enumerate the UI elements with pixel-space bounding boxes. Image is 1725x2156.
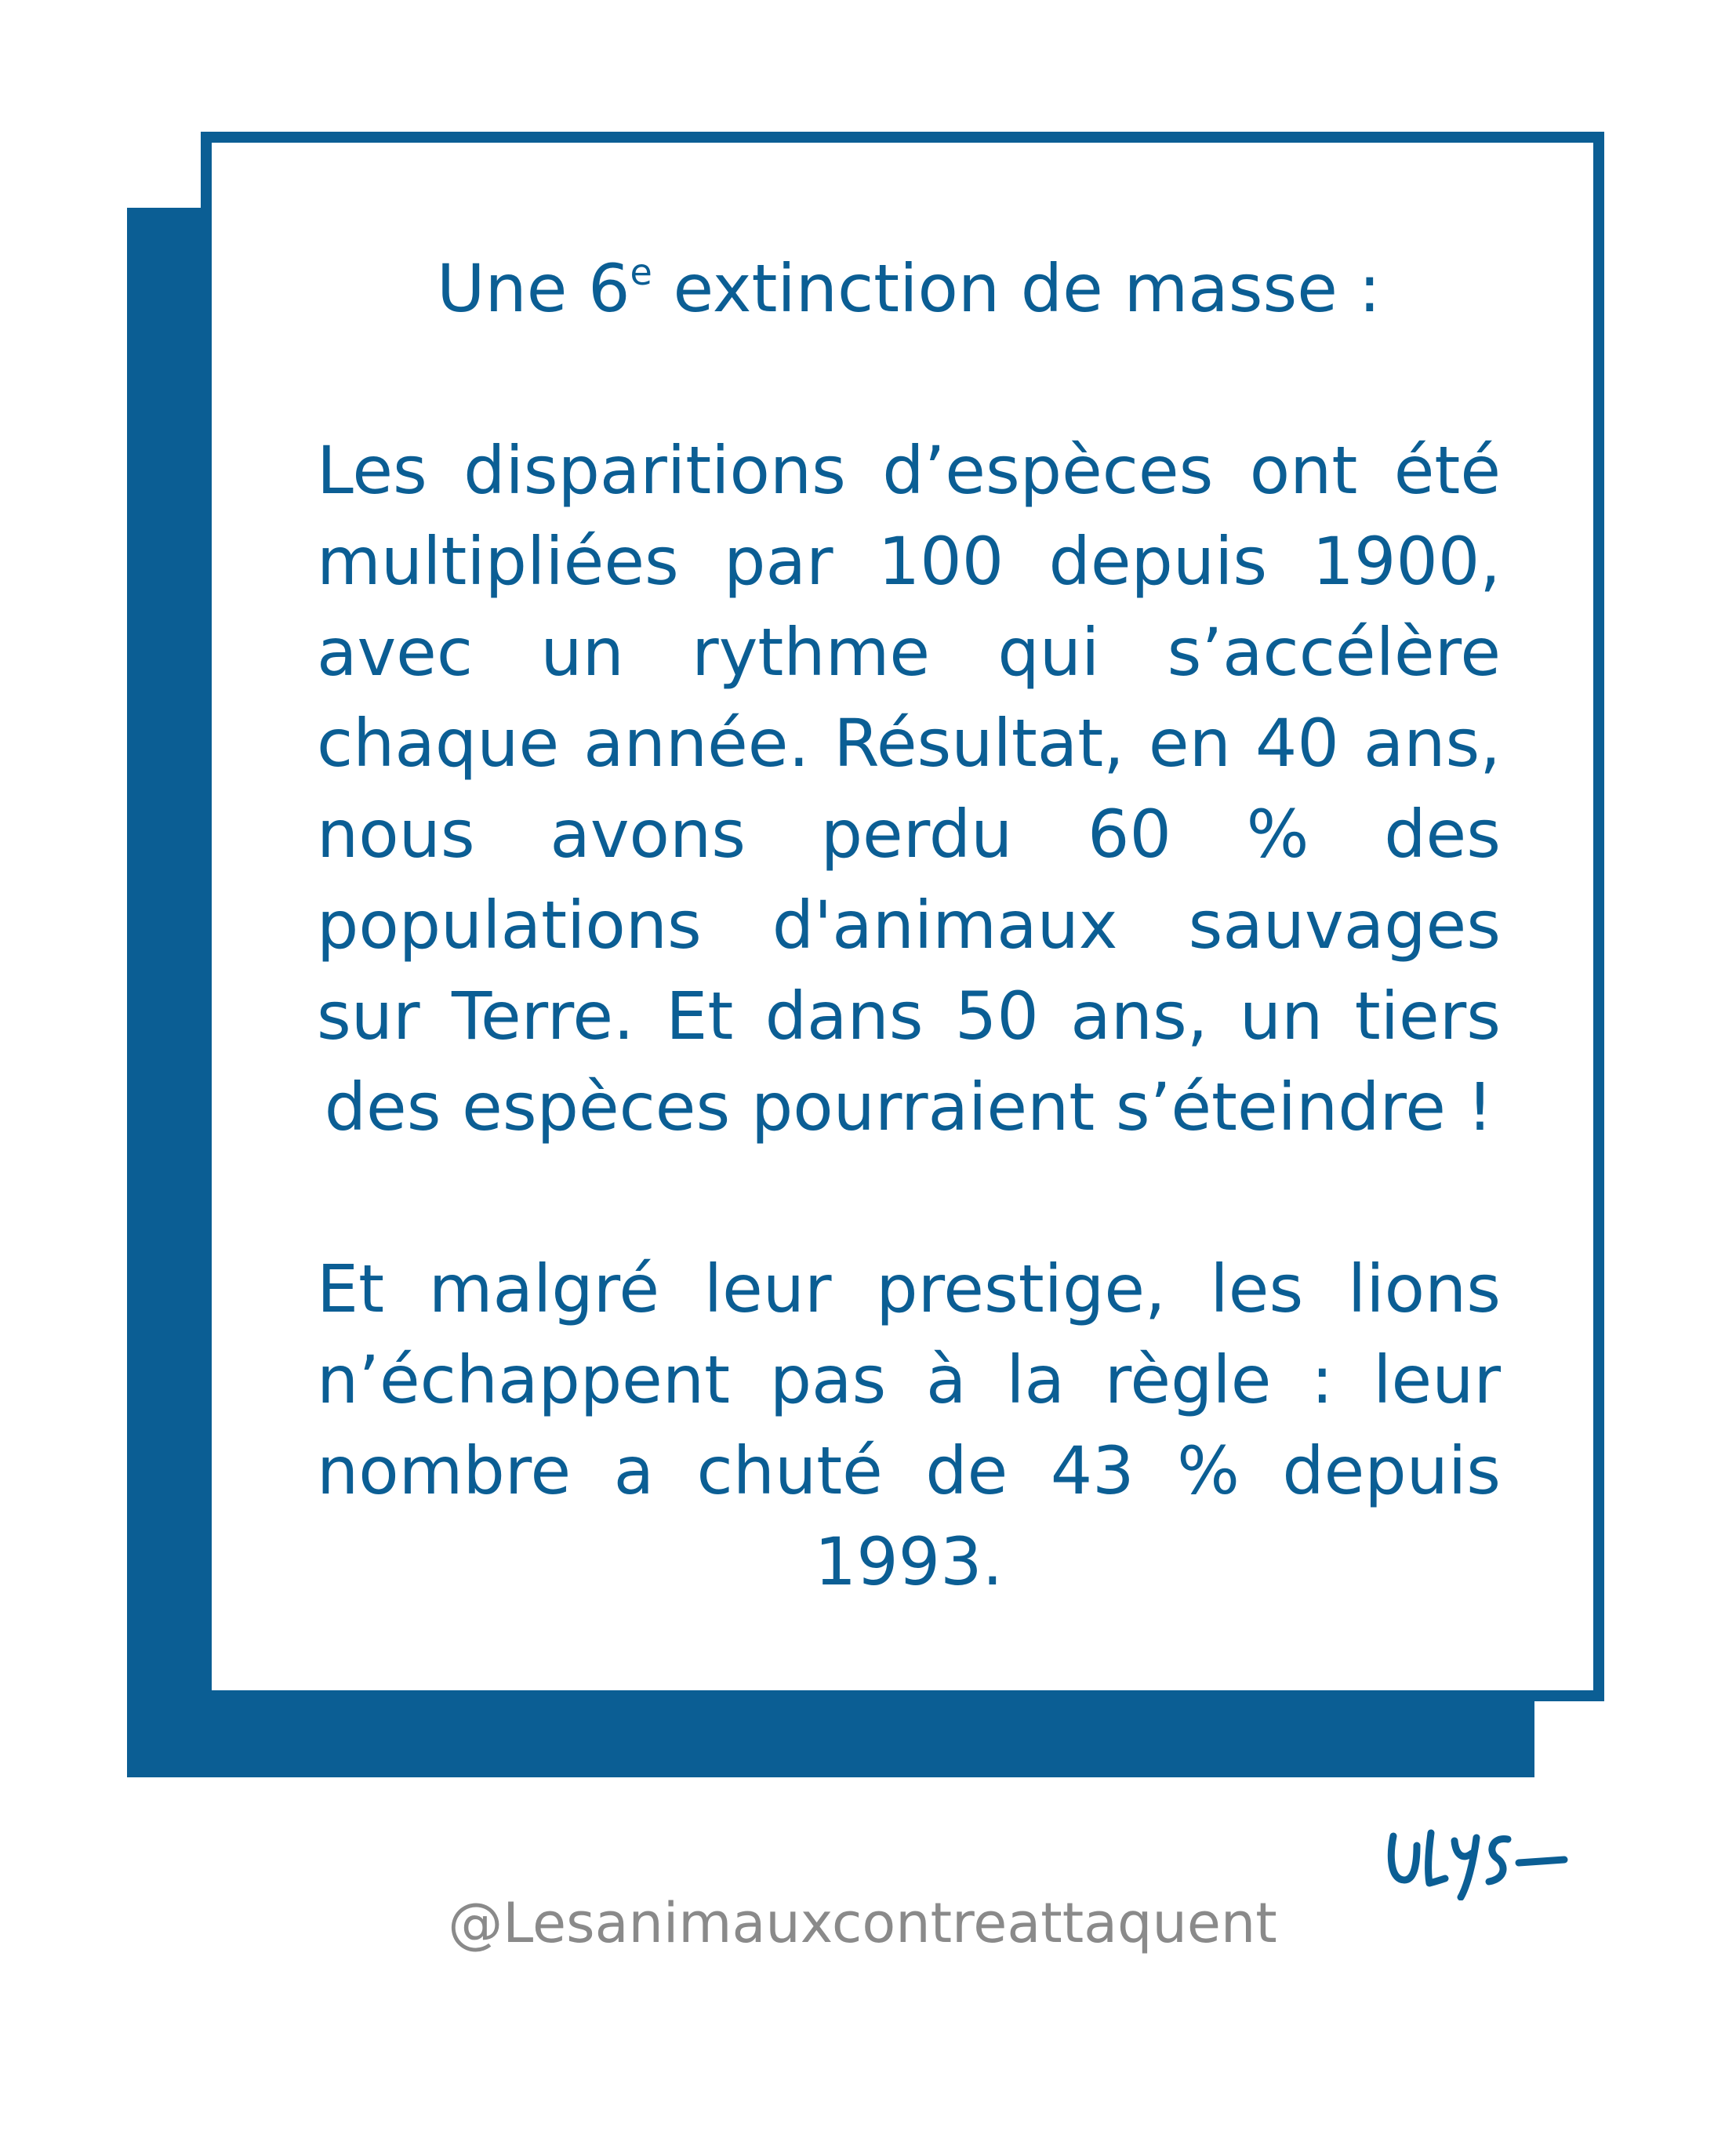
- paragraph-lions: Et malgré leur prestige, les lions n’échappent pas à la règle : leur nombre a chuté de 43 % depuis 1993.: [317, 1250, 1501, 1600]
- signature-letter-l: [1429, 1833, 1445, 1883]
- signature-letter-s: [1489, 1838, 1508, 1882]
- card-title: [317, 243, 1501, 334]
- card-content: [317, 243, 1501, 1607]
- social-handle: @Lesanimauxcontreattaquent: [448, 1891, 1277, 1955]
- title-superscript: e: [630, 251, 652, 293]
- signature-letter-u: [1391, 1836, 1417, 1880]
- paragraph-extinction: Les disparitions d’espèces ont été multipliées par 100 depuis 1900, avec un rythme qui s’accélère chaque année. Résultat, en 40 ans, nous avons perdu 60 % des populations d'animaux sauvages sur Terre. Et dans 50 ans, un tiers des espèces pourraient s’éteindre !: [317, 432, 1501, 1145]
- title-prefix: Une 6: [437, 250, 630, 327]
- title-suffix: extinction de masse :: [652, 250, 1381, 327]
- signature-dash: [1519, 1860, 1564, 1863]
- info-card: [201, 132, 1604, 1701]
